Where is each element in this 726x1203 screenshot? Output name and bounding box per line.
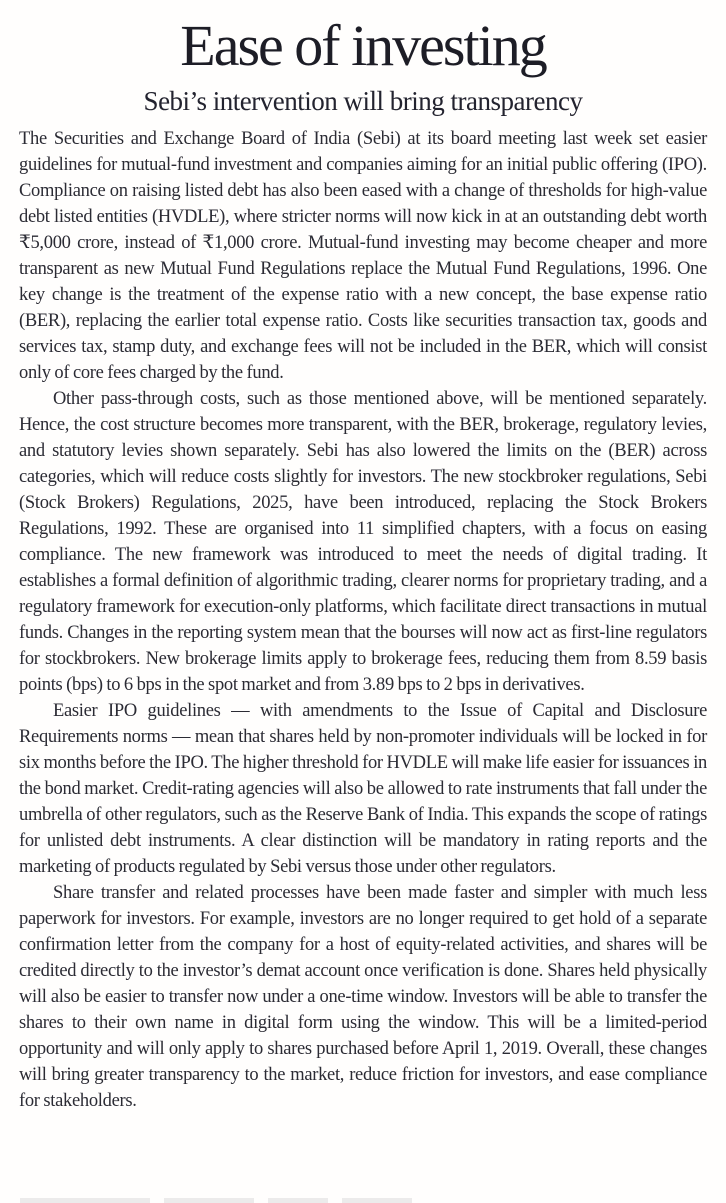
article-paragraph: The Securities and Exchange Board of India (Sebi) at its board meeting last week set easier guidelines for mutual-fund investment and companies aiming for an initial public offering (IPO). Compliance on raising listed debt has also been eased with a change of thresholds for high-value debt listed entities (HVDLE), where stricter norms will now kick in at an outstanding debt worth ₹5,000 crore, instead of ₹1,000 crore. Mutual-fund investing may become cheaper and more transparent as new Mutual Fund Regulations replace the Mutual Fund Regulations, 1996. One key change is the treatment of the expense ratio with a new concept, the base expense ratio (BER), replacing the earlier total expense ratio. Costs like securities transaction tax, goods and services tax, stamp duty, and exchange fees will not be included in the BER, which will consist only of core fees charged by the fund. xyxy=(19,128,707,383)
article-body xyxy=(0,126,726,1114)
article-paragraph: Share transfer and related processes have been made faster and simpler with much less paperwork for investors. For example, investors are no longer required to get hold of a separate confirmation letter from the company for a host of equity-related activities, and shares will be credited directly to the investor’s demat account once verification is done. Shares held physically will also be easier to transfer now under a one-time window. Investors will be able to transfer the shares to their own name in digital form using the window. This will be a limited-period opportunity and will only apply to shares purchased before April 1, 2019. Overall, these changes will bring greater transparency to the market, reduce friction for investors, and ease compliance for stakeholders. xyxy=(19,882,707,1111)
article-paragraph: Other pass-through costs, such as those mentioned above, will be mentioned separately. Hence, the cost structure becomes more transparent, with the BER, brokerage, regulatory levies, and statutory levies shown separately. Sebi has also lowered the limits on the (BER) across categories, which will reduce costs slightly for investors. The new stockbroker regulations, Sebi (Stock Brokers) Regulations, 2025, have been introduced, replacing the Stock Brokers Regulations, 1992. These are organised into 11 simplified chapters, with a focus on easing compliance. The new framework was introduced to meet the needs of digital trading. It establishes a formal definition of algorithmic trading, clearer norms for proprietary trading, and a regulatory framework for execution-only platforms, which facilitate direct transactions in mutual funds. Changes in the reporting system mean that the bourses will now act as first-line regulators for stockbrokers. New brokerage limits apply to brokerage fees, reducing them from 8.59 basis points (bps) to 6 bps in the spot market and from 3.89 bps to 2 bps in derivatives. xyxy=(19,388,707,695)
article-subtitle: Sebi’s intervention will bring transparency xyxy=(143,85,583,116)
article-paragraph: Easier IPO guidelines — with amendments to the Issue of Capital and Disclosure Requirements norms — mean that shares held by non-promoter individuals will be locked in for six months before the IPO. The higher threshold for HVDLE will make life easier for issuances in the bond market. Credit-rating agencies will also be allowed to rate instruments that fall under the umbrella of other regulators, such as the Reserve Bank of India. This expands the scope of ratings for unlisted debt instruments. A clear distinction will be mandatory in rating reports and the marketing of products regulated by Sebi versus those under other regulators. xyxy=(19,700,707,877)
article-header xyxy=(0,0,726,117)
article-title: Ease of investing xyxy=(180,13,546,78)
cutoff-next-content-remnant xyxy=(20,1198,440,1203)
